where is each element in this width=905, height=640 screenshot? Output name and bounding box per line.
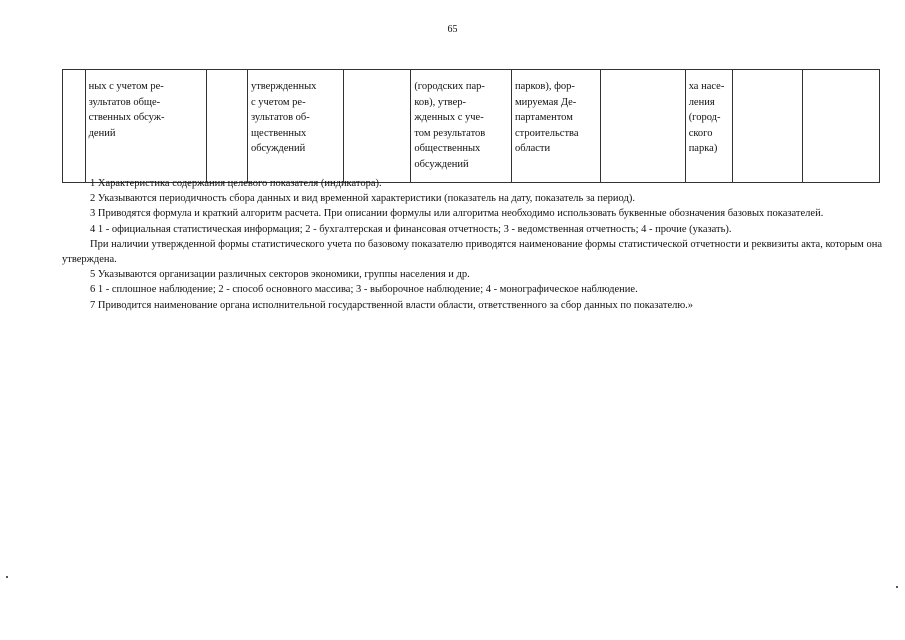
table-cell [732,70,802,183]
footnotes [62,176,882,313]
table-cell [343,70,411,183]
page-number: 65 [447,24,458,35]
table-row [63,70,880,183]
table-cell [601,70,685,183]
footnote: 2 Указываются периодичность сбора данных и вид временной характеристики (показатель на дату, показатель за период). [90,193,635,205]
table-cell: (городских пар- ков), утвер- жденных с уче- том результатов общественных обсуждений [411,70,512,183]
table-cell: ха насе- ления (город- ского парка) [685,70,732,183]
footnote: При наличии утвержденной формы статистического учета по базовому показателю приводятся наименование формы статистической отчетности и реквизиты акта, которым она утверждена. [62,238,882,266]
indicator-table [62,69,880,183]
footnote: 6 1 - сплошное наблюдение; 2 - способ основного массива; 3 - выборочное наблюдение; 4 - монографическое наблюдение. [90,284,638,296]
footnote: 3 Приводятся формула и краткий алгоритм расчета. При описании формулы или алгоритма необходимо использовать буквенные обозначения базовых показателей. [90,208,824,220]
scan-dot [896,586,898,588]
footnote: 4 1 - официальная статистическая информация; 2 - бухгалтерская и финансовая отчетность; 3 - ведомственная отчетность; 4 - прочие (указать). [90,223,732,235]
table-cell: ных с учетом ре- зультатов обще- ственных обсуж- дений [85,70,206,183]
scan-dot [6,576,8,578]
footnote: 5 Указываются организации различных секторов экономики, группы населения и др. [90,269,470,281]
footnote: 1 Характеристика содержания целевого показателя (индикатора). [90,178,382,189]
footnote: 7 Приводится наименование органа исполнительной государственной власти области, ответственного за сбор данных по показателю.» [90,299,694,311]
table-cell [63,70,86,183]
table-cell [802,70,879,183]
table-cell: утвержденных с учетом ре- зультатов об- щественных обсуждений [247,70,343,183]
table-cell: парков), фор- мируемая Де- партаментом строительства области [512,70,601,183]
table-cell [206,70,247,183]
